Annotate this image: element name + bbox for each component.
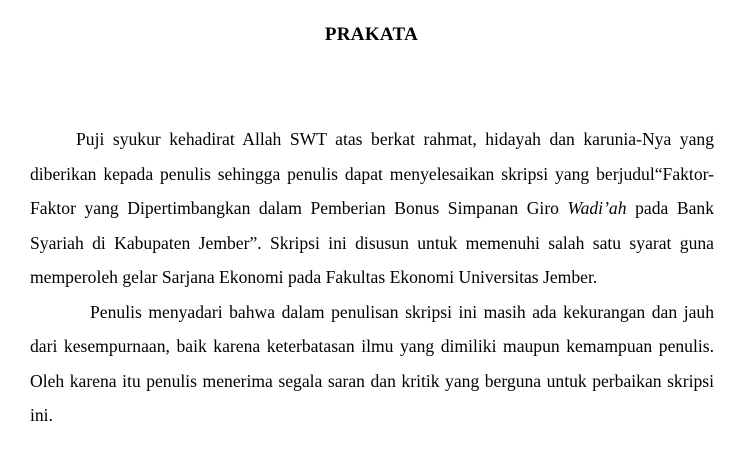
paragraph-1-text-b: pada Bank Syariah di Kabupaten Jember”. Skripsi ini disusun untuk memenuhi salah satu syarat guna memperoleh gelar Sarjana Ekonomi pada Fakultas Ekonomi Universitas Jember. xyxy=(30,198,714,287)
paragraph-1-italic-term: Wadi’ah xyxy=(567,198,627,218)
paragraph-2: Penulis menyadari bahwa dalam penulisan skripsi ini masih ada kekurangan dan jauh dari kesempurnaan, baik karena keterbatasan ilmu yang dimiliki maupun kemampuan penulis. Oleh karena itu penulis menerima segala saran dan kritik yang berguna untuk perbaikan skripsi ini. xyxy=(30,301,714,425)
document-body xyxy=(30,122,714,433)
paragraph-1-text-a: Puji syukur kehadirat Allah SWT atas berkat rahmat, hidayah dan karunia-Nya yang diberikan kepada penulis sehingga penulis dapat menyelesaikan skripsi yang berjudul“Faktor-Faktor yang Dipertimbangkan dalam Pemberian Bonus Simpanan Giro xyxy=(30,129,714,218)
paragraph-1 xyxy=(30,122,714,295)
page-title: PRAKATA xyxy=(324,24,419,45)
